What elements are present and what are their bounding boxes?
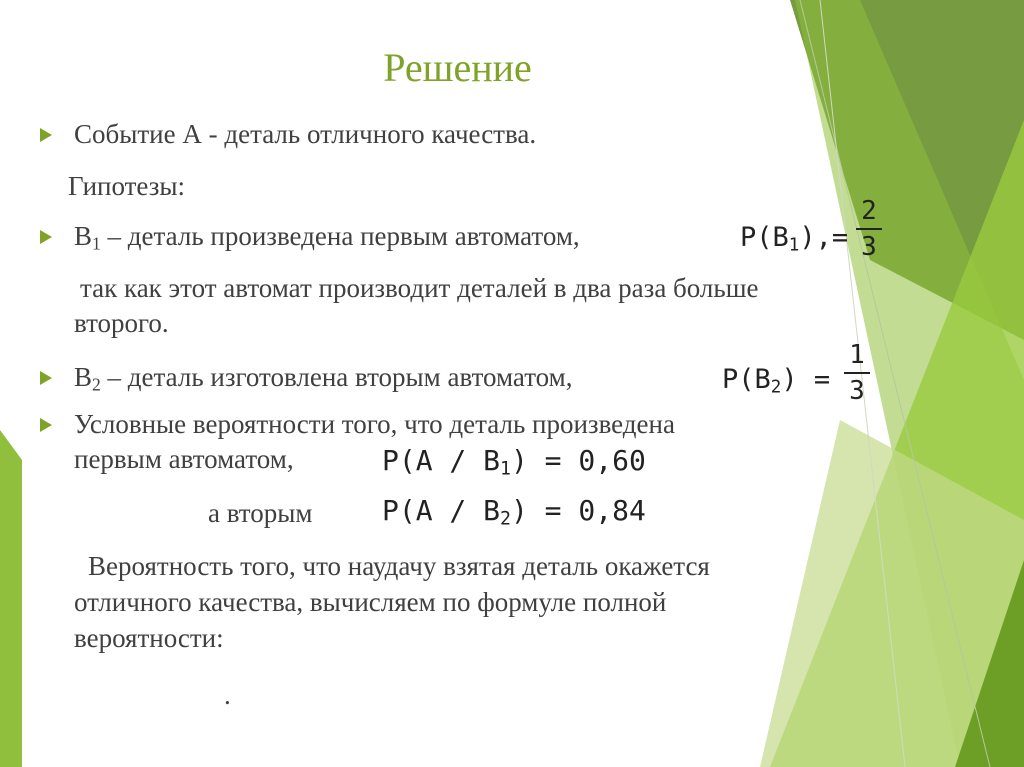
- hypothesis-b1: [74, 221, 580, 259]
- formula-pb1: [740, 222, 848, 255]
- hypothesis-b1-continuation-1: так как этот автомат производит деталей в два раза больше: [80, 273, 759, 303]
- slide-title: Решение: [383, 45, 532, 90]
- bullet-arrow-icon: [40, 230, 52, 244]
- fraction-bar: [844, 372, 870, 374]
- conditional-probabilities-line-2: первым автоматом,: [74, 444, 294, 474]
- formula-lhs: P(A / B: [382, 444, 501, 477]
- second-machine-label: а вторым: [208, 498, 313, 528]
- conditional-probabilities-line-1: Условные вероятности того, что деталь произведена: [74, 409, 675, 439]
- fraction-bar: [856, 228, 882, 230]
- subscript: 1: [788, 235, 800, 256]
- formula-pab1: [382, 444, 646, 480]
- formula-rhs: ),=: [799, 222, 849, 253]
- subscript: 2: [500, 508, 511, 530]
- hypotheses-label: Гипотезы:: [68, 171, 186, 201]
- fraction-denominator: 3: [861, 232, 877, 262]
- total-probability-line-2: отличного качества, вычисляем по формуле полной: [74, 587, 667, 617]
- formula-lhs: P(A / B: [382, 494, 501, 527]
- fraction-one-third: [844, 340, 870, 406]
- hypothesis-b2-text: – деталь изготовлена вторым автоматом,: [107, 362, 573, 392]
- formula-pab2: [382, 494, 646, 530]
- formula-rhs: ) =: [781, 364, 831, 395]
- fraction-denominator: 3: [849, 376, 865, 406]
- symbol-b: B: [74, 221, 93, 251]
- bullet-arrow-icon: [40, 371, 52, 385]
- trailing-dot: .: [224, 680, 231, 710]
- hypothesis-b1-continuation-2: второго.: [74, 308, 169, 338]
- fraction-numerator: 1: [849, 340, 865, 370]
- formula-lhs: P(B: [740, 222, 789, 253]
- hypothesis-b1-text: – деталь произведена первым автоматом,: [107, 221, 580, 251]
- fraction-two-thirds: [856, 196, 882, 262]
- subscript: 1: [500, 458, 511, 480]
- event-definition: Событие А - деталь отличного качества.: [74, 119, 537, 149]
- total-probability-line-3: вероятности:: [74, 623, 224, 653]
- subscript: 2: [92, 374, 101, 395]
- fraction-numerator: 2: [861, 196, 877, 226]
- formula-rhs: ) = 0,60: [510, 444, 646, 477]
- subscript: 1: [92, 233, 101, 254]
- hypothesis-b2: [74, 362, 572, 400]
- subscript: 2: [770, 377, 782, 398]
- symbol-b: B: [74, 362, 93, 392]
- bullet-arrow-icon: [40, 418, 52, 432]
- formula-lhs: P(B: [722, 364, 771, 395]
- bg-left-green-strip: [0, 430, 22, 767]
- formula-rhs: ) = 0,84: [510, 494, 646, 527]
- bullet-arrow-icon: [40, 128, 52, 142]
- total-probability-line-1: Вероятность того, что наудачу взятая деталь окажется: [88, 551, 710, 581]
- formula-pb2: [722, 364, 830, 397]
